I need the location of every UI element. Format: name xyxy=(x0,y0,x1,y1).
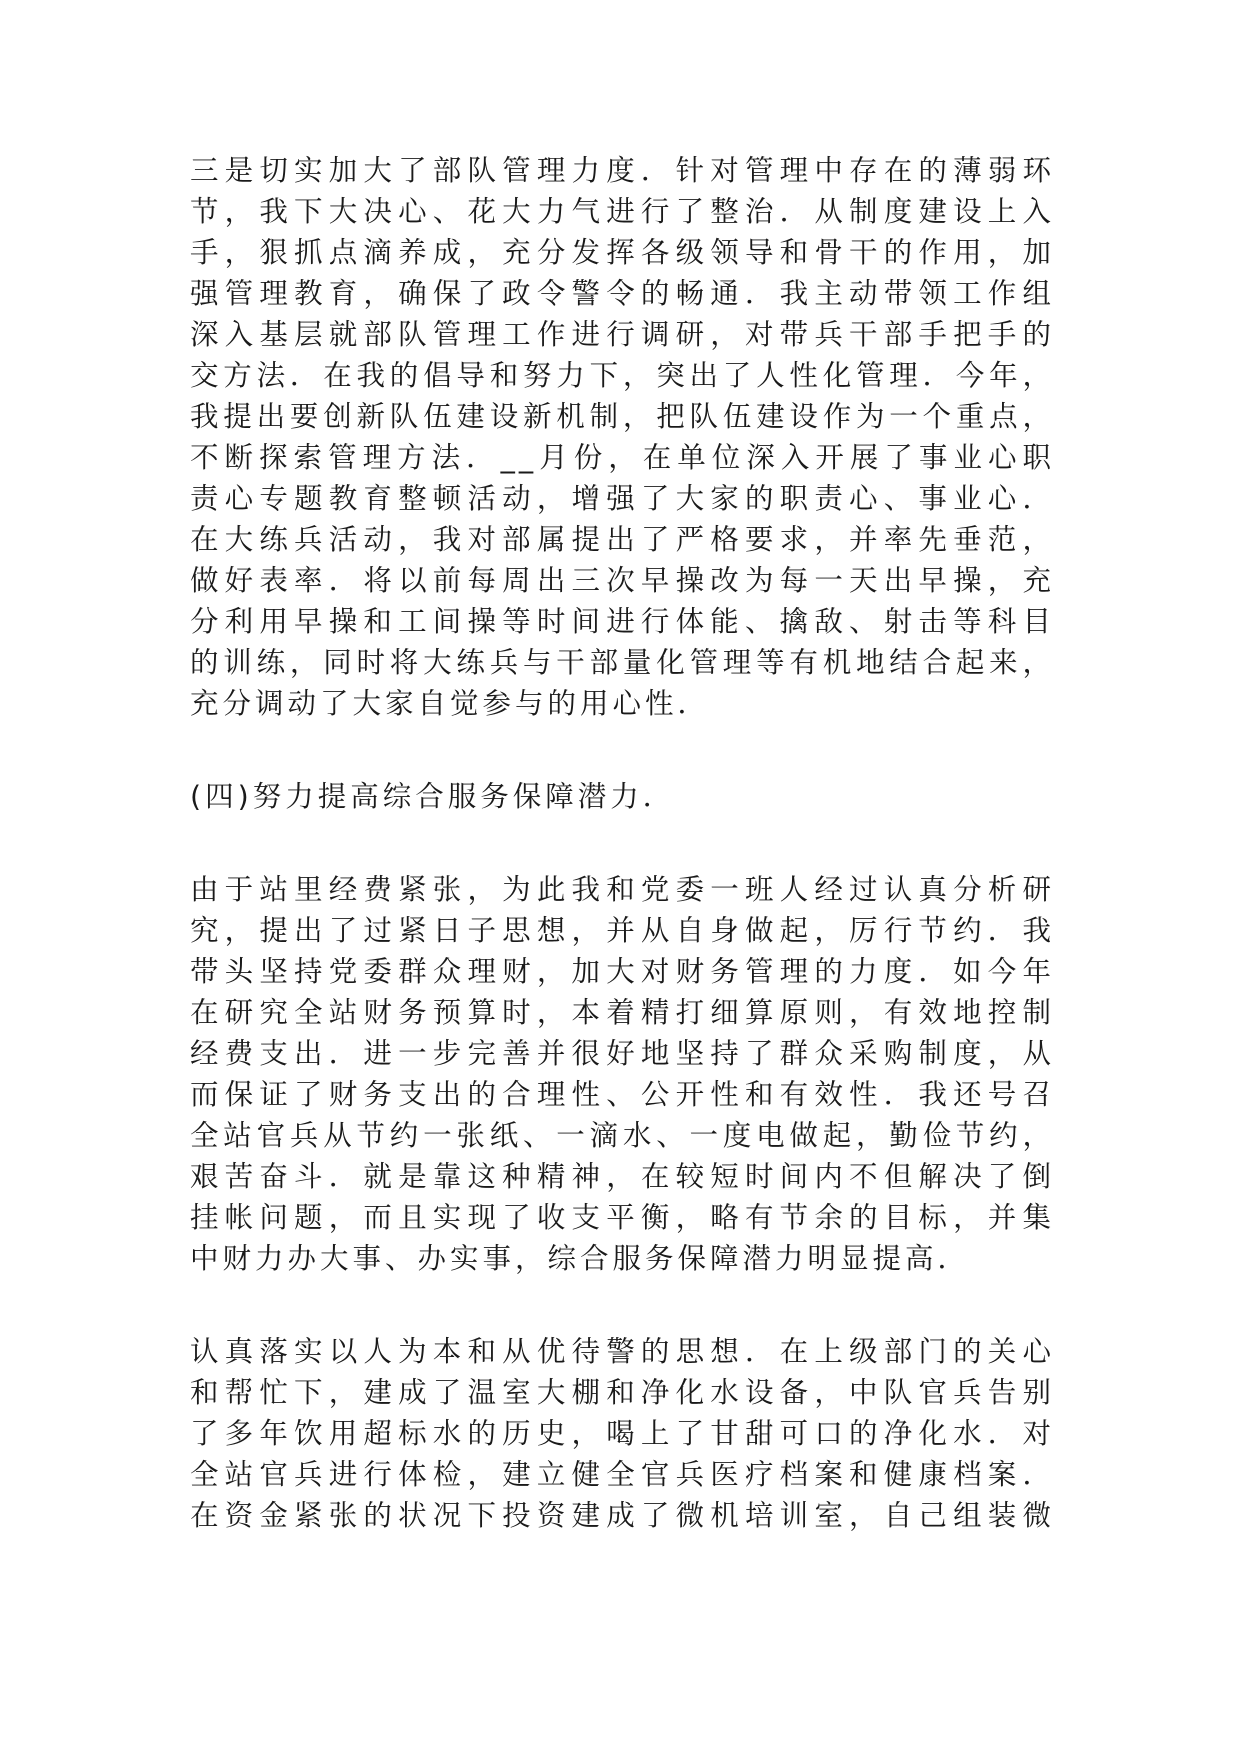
paragraph-spacer xyxy=(190,724,1055,776)
text-line: 带头坚持党委群众理财，加大对财务管理的力度．如今年 xyxy=(190,955,1055,988)
text-line: 深入基层就部队管理工作进行调研，对带兵干部手把手的 xyxy=(190,318,1055,351)
text-line: 做好表率．将以前每周出三次早操改为每一天出早操，充 xyxy=(190,564,1055,597)
text-line: 挂帐问题，而且实现了收支平衡，略有节余的目标，并集 xyxy=(190,1201,1055,1234)
paragraph-finance xyxy=(190,869,1055,1279)
document-body xyxy=(190,150,1055,1536)
text-line: 经费支出．进一步完善并很好地坚持了群众采购制度，从 xyxy=(190,1037,1055,1070)
text-line: 在资金紧张的状况下投资建成了微机培训室，自己组装微 xyxy=(190,1499,1055,1532)
text-line: 而保证了财务支出的合理性、公开性和有效性．我还号召 xyxy=(190,1078,1055,1111)
text-line: 三是切实加大了部队管理力度．针对管理中存在的薄弱环 xyxy=(190,154,1055,187)
paragraph-welfare xyxy=(190,1331,1055,1536)
text-line: 不断探索管理方法．__月份，在单位深入开展了事业心职 xyxy=(190,441,1055,474)
text-line: 全站官兵从节约一张纸、一滴水、一度电做起，勤俭节约， xyxy=(190,1119,1055,1152)
heading-text: (四)努力提高综合服务保障潜力． xyxy=(190,780,676,813)
paragraph-spacer xyxy=(190,817,1055,869)
text-line: 究，提出了过紧日子思想，并从自身做起，厉行节约．我 xyxy=(190,914,1055,947)
text-line: 手，狠抓点滴养成，充分发挥各级领导和骨干的作用，加 xyxy=(190,236,1055,269)
section-heading xyxy=(190,776,1055,817)
text-line: 交方法．在我的倡导和努力下，突出了人性化管理．今年， xyxy=(190,359,1055,392)
text-line: 节，我下大决心、花大力气进行了整治．从制度建设上入 xyxy=(190,195,1055,228)
paragraph-spacer xyxy=(190,1279,1055,1331)
text-line: 我提出要创新队伍建设新机制，把队伍建设作为一个重点， xyxy=(190,400,1055,433)
text-line: 充分调动了大家自觉参与的用心性． xyxy=(190,687,711,720)
text-line: 由于站里经费紧张，为此我和党委一班人经过认真分析研 xyxy=(190,873,1055,906)
text-line: 强管理教育，确保了政令警令的畅通．我主动带领工作组 xyxy=(190,277,1055,310)
text-line: 责心专题教育整顿活动，增强了大家的职责心、事业心． xyxy=(190,482,1055,515)
text-line: 在大练兵活动，我对部属提出了严格要求，并率先垂范， xyxy=(190,523,1055,556)
text-line: 在研究全站财务预算时，本着精打细算原则，有效地控制 xyxy=(190,996,1055,1029)
paragraph-management xyxy=(190,150,1055,724)
text-line: 认真落实以人为本和从优待警的思想．在上级部门的关心 xyxy=(190,1335,1055,1368)
text-line: 分利用早操和工间操等时间进行体能、擒敌、射击等科目 xyxy=(190,605,1055,638)
text-line: 了多年饮用超标水的历史，喝上了甘甜可口的净化水．对 xyxy=(190,1417,1055,1450)
text-line: 和帮忙下，建成了温室大棚和净化水设备，中队官兵告别 xyxy=(190,1376,1055,1409)
text-line: 全站官兵进行体检，建立健全官兵医疗档案和健康档案． xyxy=(190,1458,1055,1491)
text-line: 的训练，同时将大练兵与干部量化管理等有机地结合起来， xyxy=(190,646,1055,679)
text-line: 中财力办大事、办实事，综合服务保障潜力明显提高． xyxy=(190,1242,971,1275)
text-line: 艰苦奋斗．就是靠这种精神，在较短时间内不但解决了倒 xyxy=(190,1160,1055,1193)
